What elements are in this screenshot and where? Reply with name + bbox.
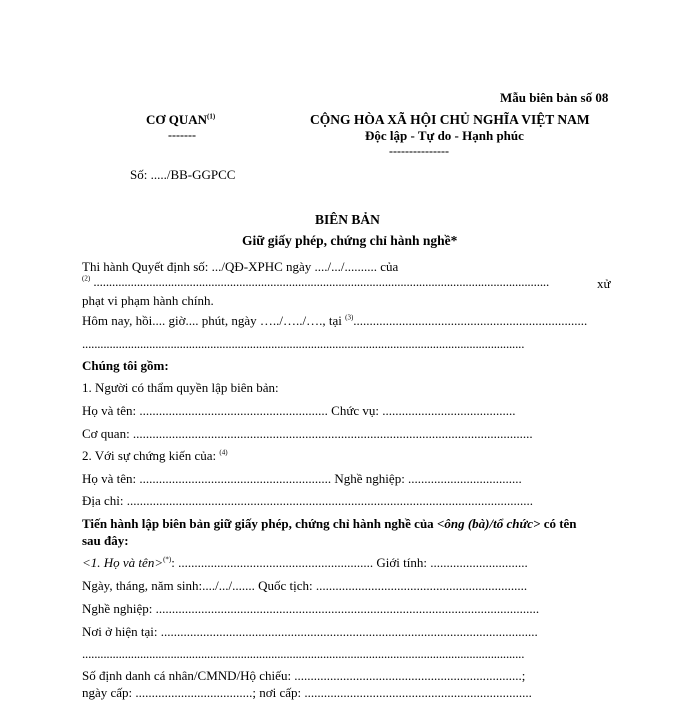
person-dob-line: Ngày, tháng, năm sinh:..../.../....... Quốc tịch: ................................................................. xyxy=(82,578,528,593)
footnote-2: (2) xyxy=(82,274,91,283)
footnote-4: (4) xyxy=(219,448,228,457)
agency-label-text: CƠ QUAN xyxy=(146,112,208,127)
footnote-star: (*) xyxy=(163,555,172,564)
agency-divider: ------- xyxy=(168,128,196,142)
proceed-text-end: có tên xyxy=(543,516,577,531)
person-job-line: Nghề nghiệp: ...................................................................................................................... xyxy=(82,601,540,616)
document-title: BIÊN BẢN xyxy=(315,212,380,227)
line-3: phạt vi phạm hành chính. xyxy=(82,293,214,308)
document-subtitle: Giữ giấy phép, chứng chỉ hành nghề* xyxy=(242,233,458,248)
decision-line: Thi hành Quyết định số: .../QĐ-XPHC ngày ..../.../.......... của xyxy=(82,259,399,274)
proceed-line-2: sau đây: xyxy=(82,533,129,548)
line-2 xyxy=(82,274,549,290)
section-2-address: Địa chỉ: ............................................................................................................................. xyxy=(82,493,534,508)
today-text: Hôm nay, hồi.... giờ.... phút, ngày …../…../…., tại xyxy=(82,313,342,328)
section-2-title xyxy=(82,448,228,464)
proceed-text: Tiến hành lập biên bản giữ giấy phép, chứng chỉ hành nghề của xyxy=(82,516,434,531)
footnote-3: (3) xyxy=(345,313,354,322)
agency-label xyxy=(146,112,215,128)
document-number: Số: ...../BB-GGPCC xyxy=(130,167,236,182)
person-name-line xyxy=(82,555,528,571)
id-line: Số định danh cá nhân/CMND/Hộ chiếu: ......................................................................; xyxy=(82,668,526,683)
line-2-dots: ................................................................................................................................................... xyxy=(93,274,550,289)
issue-line: ngày cấp: ....................................; nơi cấp: ...................................................................... xyxy=(82,685,532,700)
person-name-rest: : ............................................................ Giới tính: .............................. xyxy=(171,555,528,570)
section-1-name: Họ và tên: .......................................................... Chức vụ: ......................................... xyxy=(82,403,516,418)
blank-line-2: ................................................................................................................................................. xyxy=(82,646,525,661)
nation-divider: --------------- xyxy=(389,144,449,158)
today-line xyxy=(82,313,587,329)
person-name-label: <1. Họ và tên> xyxy=(82,555,164,570)
nation-motto: Độc lập - Tự do - Hạnh phúc xyxy=(365,128,524,143)
section-1-title: 1. Người có thẩm quyền lập biên bản: xyxy=(82,380,279,395)
proceed-line-1 xyxy=(82,516,577,532)
today-dots: ........................................................................ xyxy=(353,313,588,328)
blank-line: ................................................................................................................................................. xyxy=(82,336,525,351)
form-number: Mẫu biên bản số 08 xyxy=(500,90,609,105)
we-include: Chúng tôi gồm: xyxy=(82,358,169,373)
proceed-subject: <ông (bà)/tổ chức> xyxy=(436,516,541,531)
section-1-agency: Cơ quan: ........................................................................................................................... xyxy=(82,426,533,441)
agency-footnote: (1) xyxy=(207,112,216,121)
nation-title: CỘNG HÒA XÃ HỘI CHỦ NGHĨA VIỆT NAM xyxy=(310,112,590,127)
person-residence-line: Nơi ở hiện tại: .................................................................................................................... xyxy=(82,624,538,639)
section-2-name: Họ và tên: ........................................................... Nghề nghiệp: ................................... xyxy=(82,471,522,486)
section-2-title-text: 2. Với sự chứng kiến của: xyxy=(82,448,217,463)
line-2-end: xử xyxy=(597,276,611,291)
